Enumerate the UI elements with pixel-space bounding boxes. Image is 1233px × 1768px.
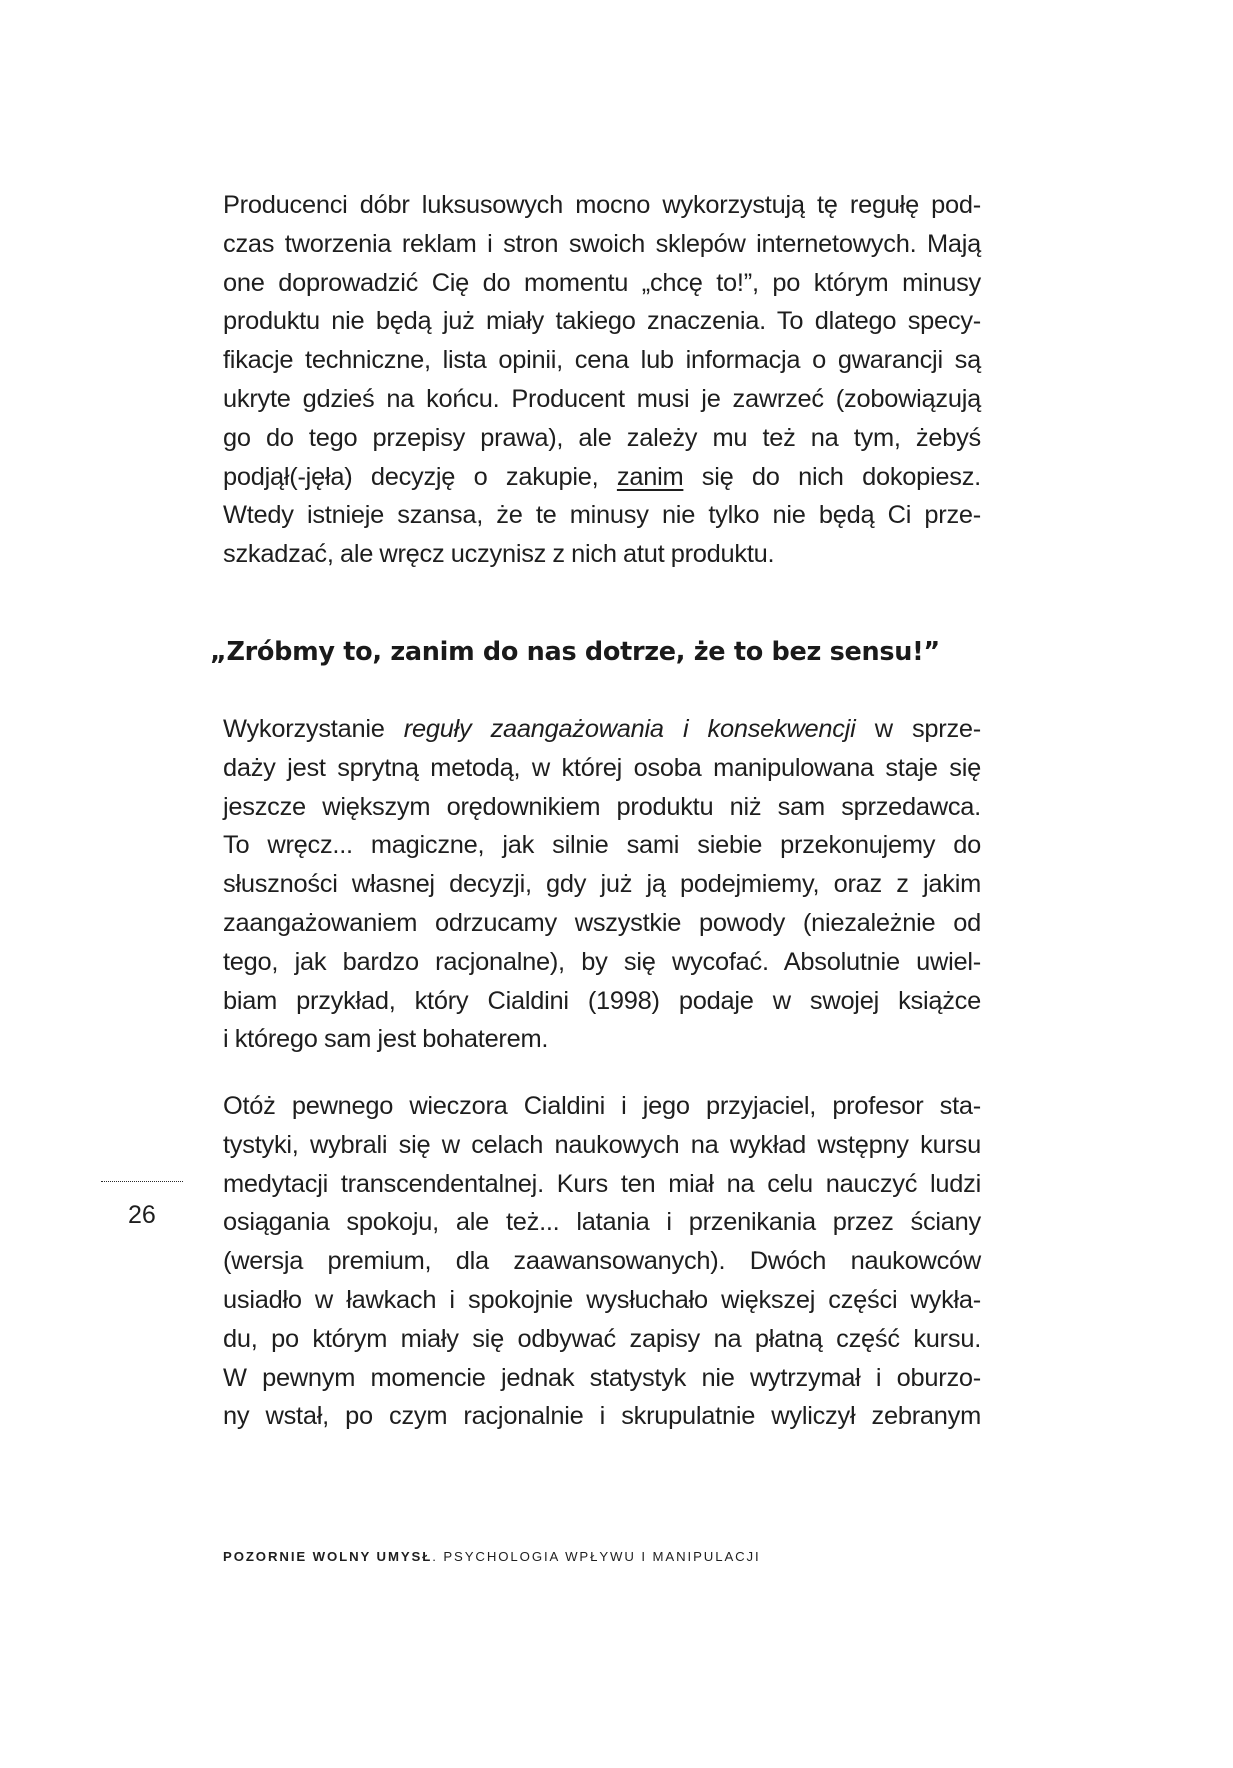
text-line: czas tworzenia reklam i stron swoich sklepów internetowych. Mają (223, 229, 981, 258)
footer-separator: . (432, 1549, 444, 1564)
text-line: (wersja premium, dla zaawansowanych). Dwóch naukowców (223, 1247, 981, 1276)
italic-term: reguły zaangażowania i konsekwencji (403, 715, 856, 743)
body-paragraph-commitment-rule (223, 710, 981, 1059)
page-number: 26 (128, 1201, 156, 1229)
text-line (223, 458, 981, 497)
text-line: i którego sam jest bohaterem. (223, 1025, 549, 1054)
text-line: ny wstał, po czym racjonalnie i skrupulatnie wyliczył zebranym (223, 1402, 981, 1431)
text-line: medytacji transcendentalnej. Kurs ten miał na celu nauczyć ludzi (223, 1169, 981, 1198)
text-line: słuszności własnej decyzji, gdy już ją podejmiemy, oraz z jakim (223, 870, 981, 899)
text-line: Wtedy istnieje szansa, że te minusy nie tylko nie będą Ci prze- (223, 501, 981, 530)
text-fragment: się do nich dokopiesz. (683, 462, 981, 491)
text-line: produktu nie będą już miały takiego znaczenia. To dlatego specy- (223, 307, 981, 336)
footer-book-subtitle: PSYCHOLOGIA WPŁYWU I MANIPULACJI (443, 1549, 761, 1564)
text-fragment: Wykorzystanie (223, 715, 404, 743)
text-line: Producenci dóbr luksusowych mocno wykorzystują tę regułę pod- (223, 191, 981, 219)
running-footer (223, 1548, 761, 1566)
text-line: tego, jak bardzo racjonalne), by się wycofać. Absolutnie uwiel- (223, 947, 981, 976)
section-heading: „Zróbmy to, zanim do nas dotrze, że to bez sensu!” (210, 637, 940, 667)
underlined-word: zanim (616, 462, 684, 491)
text-line: ukryte gdzieś na końcu. Producent musi je zawrzeć (zobowiązują (223, 384, 981, 413)
text-line: tystyki, wybrali się w celach naukowych na wykład wstępny kursu (223, 1130, 981, 1159)
text-line (223, 710, 981, 749)
text-line: jeszcze większym orędownikiem produktu niż sam sprzedawca. (223, 792, 981, 821)
text-line: go do tego przepisy prawa), ale zależy mu też na tym, żebyś (223, 423, 981, 452)
page-number-rule (101, 1181, 183, 1182)
text-fragment: podjął(-jęła) decyzję o zakupie, (223, 462, 617, 491)
text-line: daży jest sprytną metodą, w której osoba manipulowana staje się (223, 753, 981, 782)
text-line: W pewnym momencie jednak statystyk nie wytrzymał i oburzo- (223, 1363, 981, 1392)
body-paragraph-cialdini-story (223, 1087, 981, 1436)
text-line: szkadzać, ale wręcz uczynisz z nich atut produktu. (223, 540, 775, 569)
body-paragraph-luxury-producers (223, 186, 981, 574)
text-line: zaangażowaniem odrzucamy wszystkie powody (niezależnie od (223, 908, 981, 937)
footer-book-title: POZORNIE WOLNY UMYSŁ (223, 1549, 433, 1564)
text-line: du, po którym miały się odbywać zapisy na płatną część kursu. (223, 1324, 981, 1353)
text-line: osiągania spokoju, ale też... latania i przenikania przez ściany (223, 1208, 981, 1237)
text-line: fikacje techniczne, lista opinii, cena lub informacja o gwarancji są (223, 346, 981, 375)
text-line: biam przykład, który Cialdini (1998) podaje w swojej książce (223, 986, 981, 1015)
text-line: To wręcz... magiczne, jak silnie sami siebie przekonujemy do (223, 831, 981, 860)
text-line: usiadło w ławkach i spokojnie wysłuchało większej części wykła- (223, 1285, 981, 1314)
text-fragment: w sprze- (855, 715, 981, 743)
text-line: Otóż pewnego wieczora Cialdini i jego przyjaciel, profesor sta- (223, 1092, 981, 1120)
text-line: one doprowadzić Cię do momentu „chcę to!”, po którym minusy (223, 268, 981, 297)
